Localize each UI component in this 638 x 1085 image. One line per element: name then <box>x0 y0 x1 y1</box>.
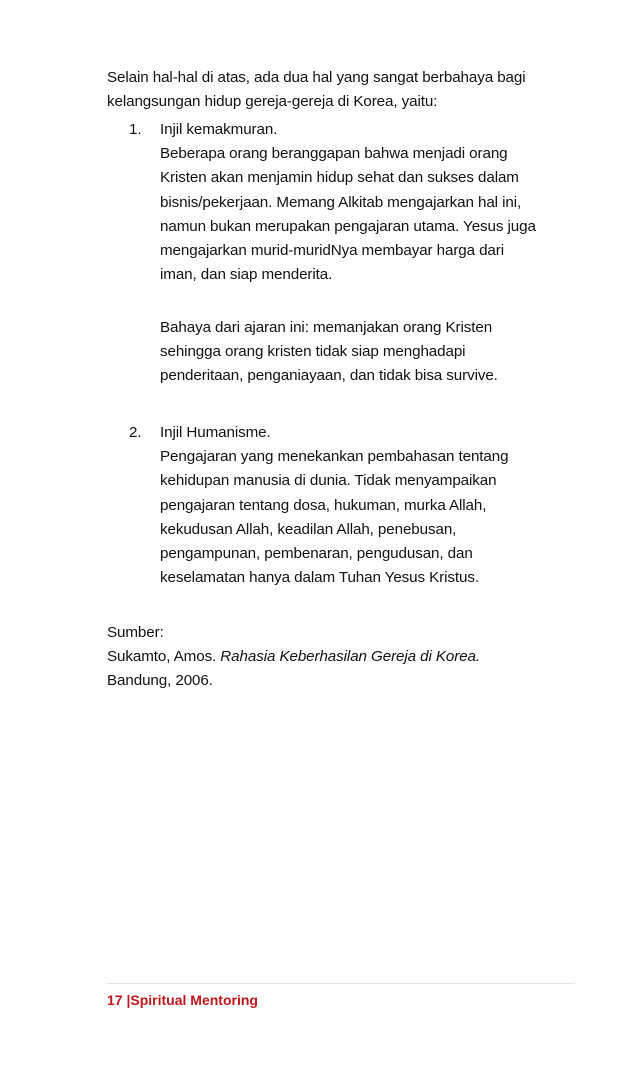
page-number: 17 <box>107 992 123 1008</box>
list-item-title: Injil kemakmuran. <box>160 121 278 138</box>
source-reference <box>107 621 587 694</box>
source-citation <box>107 645 587 669</box>
list-item-2 <box>107 421 587 590</box>
source-publication: Bandung, 2006. <box>107 672 213 690</box>
source-author: Sukamto, Amos. <box>107 648 221 666</box>
list-item-line: pengajaran tentang dosa, hukuman, murka Allah, <box>160 496 487 514</box>
page-footer <box>107 992 258 1008</box>
intro-paragraph <box>107 66 587 114</box>
list-item-1-note <box>107 316 587 389</box>
source-book-title: Rahasia Keberhasilan Gereja di Korea. <box>220 648 481 666</box>
list-item-line: pengampunan, pembenaran, pengudusan, dan <box>160 545 473 563</box>
list-item-line: kekudusan Allah, keadilan Allah, penebusan, <box>160 520 457 538</box>
footer-separator: | <box>122 992 131 1008</box>
list-item-line: kehidupan manusia di dunia. Tidak menyampaikan <box>160 472 497 490</box>
note-line: penderitaan, penganiayaan, dan tidak bisa survive. <box>160 367 498 385</box>
list-item-title: Injil Humanisme. <box>160 424 271 441</box>
footer-divider <box>107 983 575 984</box>
note-line: sehingga orang kristen tidak siap menghadapi <box>160 343 466 361</box>
list-item-line: Beberapa orang beranggapan bahwa menjadi orang <box>160 145 508 163</box>
list-item-line: Pengajaran yang menekankan pembahasan tentang <box>160 448 509 466</box>
list-number: 1. <box>129 121 142 138</box>
list-item-line: mengajarkan murid-muridNya membayar harga dari <box>160 242 505 260</box>
intro-line: Selain hal-hal di atas, ada dua hal yang sangat berbahaya bagi <box>107 69 526 86</box>
intro-line: kelangsungan hidup gereja-gereja di Korea, yaitu: <box>107 93 438 111</box>
list-item-line: iman, dan siap menderita. <box>160 266 333 284</box>
list-item-1 <box>107 118 587 287</box>
source-heading: Sumber: <box>107 624 164 641</box>
list-item-line: bisnis/pekerjaan. Memang Alkitab mengajarkan hal ini, <box>160 193 522 211</box>
note-line: Bahaya dari ajaran ini: memanjakan orang Kristen <box>160 319 493 336</box>
footer-book-name: Spiritual Mentoring <box>130 992 258 1008</box>
list-number: 2. <box>129 424 142 441</box>
list-item-line: namun bukan merupakan pengajaran utama. Yesus juga <box>160 217 536 235</box>
list-item-line: keselamatan hanya dalam Tuhan Yesus Kristus. <box>160 569 479 587</box>
list-item-line: Kristen akan menjamin hidup sehat dan sukses dalam <box>160 169 519 187</box>
